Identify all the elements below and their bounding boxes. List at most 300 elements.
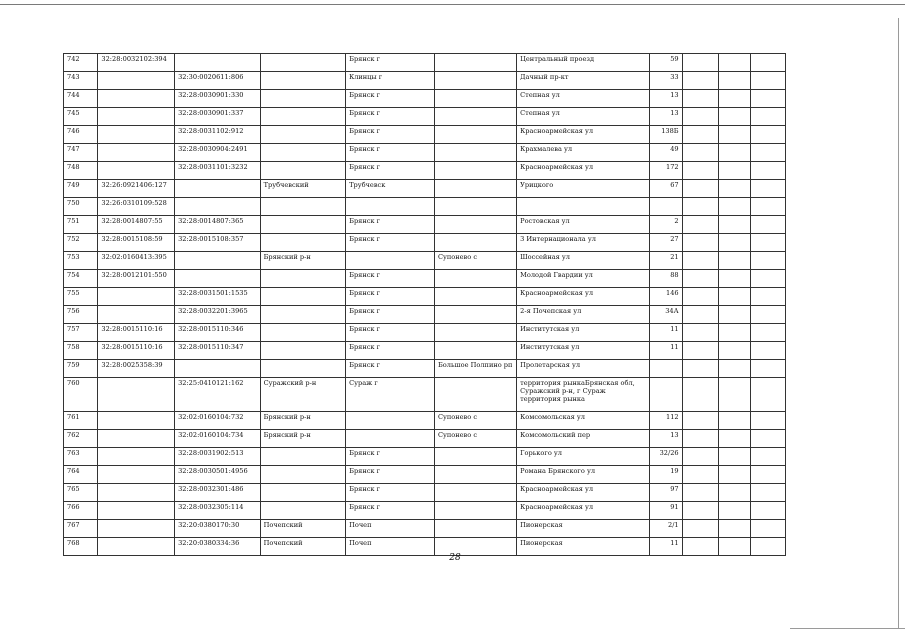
empty-cell [719, 538, 751, 556]
cadastral-number-2-cell: 32:28:0031902:513 [175, 448, 261, 466]
table-row [64, 144, 786, 162]
district-cell [260, 484, 346, 502]
house-number-cell: 97 [650, 484, 682, 502]
house-number-cell: 11 [650, 324, 682, 342]
street-cell: Комсомольская ул [517, 412, 650, 430]
house-number-cell [650, 378, 682, 412]
city-cell: Почеп [346, 520, 435, 538]
district-cell: Почепский [260, 538, 346, 556]
cadastral-number-cell [98, 412, 175, 430]
empty-cell [719, 412, 751, 430]
table-row [64, 412, 786, 430]
scan-right-border [898, 18, 899, 628]
empty-cell [682, 430, 719, 448]
empty-cell [751, 360, 786, 378]
cadastral-number-cell: 32:28:0012101:550 [98, 270, 175, 288]
empty-cell [682, 324, 719, 342]
street-cell: Красноармейская ул [517, 288, 650, 306]
empty-cell [719, 90, 751, 108]
city-cell: Брянск г [346, 448, 435, 466]
city-cell: Клинцы г [346, 72, 435, 90]
row-number-cell: 753 [64, 252, 98, 270]
empty-cell [719, 216, 751, 234]
district-cell [260, 288, 346, 306]
district-cell [260, 216, 346, 234]
settlement-cell [434, 198, 516, 216]
cadastral-number-2-cell: 32:28:0014807:365 [175, 216, 261, 234]
row-number-cell: 768 [64, 538, 98, 556]
settlement-cell [434, 342, 516, 360]
empty-cell [751, 430, 786, 448]
district-cell: Суражский р-н [260, 378, 346, 412]
table-row [64, 234, 786, 252]
empty-cell [719, 520, 751, 538]
house-number-cell [650, 360, 682, 378]
empty-cell [751, 342, 786, 360]
street-cell: Крахмалева ул [517, 144, 650, 162]
empty-cell [751, 466, 786, 484]
empty-cell [682, 54, 719, 72]
cadastral-number-2-cell: 32:28:0030501:4956 [175, 466, 261, 484]
city-cell [346, 252, 435, 270]
city-cell: Брянск г [346, 360, 435, 378]
empty-cell [682, 288, 719, 306]
empty-cell [719, 378, 751, 412]
house-number-cell: 32/26 [650, 448, 682, 466]
settlement-cell: Супонево с [434, 412, 516, 430]
empty-cell [719, 54, 751, 72]
row-number-cell: 755 [64, 288, 98, 306]
cadastral-number-cell: 32:26:0310109:528 [98, 198, 175, 216]
empty-cell [682, 538, 719, 556]
empty-cell [682, 126, 719, 144]
scan-top-border [0, 4, 905, 5]
settlement-cell [434, 180, 516, 198]
settlement-cell [434, 306, 516, 324]
city-cell [346, 430, 435, 448]
house-number-cell: 34А [650, 306, 682, 324]
district-cell: Брянский р-н [260, 412, 346, 430]
table-row [64, 306, 786, 324]
empty-cell [719, 162, 751, 180]
street-cell: Дачный пр-кт [517, 72, 650, 90]
empty-cell [751, 162, 786, 180]
empty-cell [719, 198, 751, 216]
empty-cell [751, 520, 786, 538]
city-cell: Брянск г [346, 126, 435, 144]
district-cell [260, 72, 346, 90]
row-number-cell: 752 [64, 234, 98, 252]
empty-cell [682, 108, 719, 126]
empty-cell [751, 288, 786, 306]
table-row [64, 162, 786, 180]
empty-cell [719, 324, 751, 342]
cadastral-number-2-cell: 32:28:0032305:114 [175, 502, 261, 520]
empty-cell [682, 144, 719, 162]
district-cell [260, 270, 346, 288]
cadastral-number-cell [98, 288, 175, 306]
settlement-cell [434, 108, 516, 126]
house-number-cell: 13 [650, 90, 682, 108]
district-cell [260, 90, 346, 108]
table-row [64, 466, 786, 484]
settlement-cell [434, 288, 516, 306]
table-row [64, 54, 786, 72]
house-number-cell: 21 [650, 252, 682, 270]
empty-cell [682, 520, 719, 538]
empty-cell [719, 466, 751, 484]
cadastral-number-2-cell: 32:28:0031102:912 [175, 126, 261, 144]
house-number-cell: 11 [650, 538, 682, 556]
district-cell: Брянский р-н [260, 430, 346, 448]
city-cell [346, 412, 435, 430]
table-row [64, 198, 786, 216]
empty-cell [682, 162, 719, 180]
house-number-cell [650, 198, 682, 216]
empty-cell [751, 252, 786, 270]
street-cell: Пионерская [517, 538, 650, 556]
settlement-cell [434, 324, 516, 342]
cadastral-number-cell [98, 448, 175, 466]
table-row [64, 180, 786, 198]
street-cell: Пролетарская ул [517, 360, 650, 378]
city-cell: Брянск г [346, 108, 435, 126]
table-row [64, 538, 786, 556]
table-row [64, 252, 786, 270]
city-cell: Брянск г [346, 216, 435, 234]
cadastral-number-2-cell [175, 252, 261, 270]
table-row [64, 90, 786, 108]
street-cell: Романа Брянского ул [517, 466, 650, 484]
empty-cell [682, 378, 719, 412]
cadastral-number-cell: 32:28:0015110:16 [98, 324, 175, 342]
settlement-cell [434, 448, 516, 466]
settlement-cell [434, 520, 516, 538]
street-cell: Степная ул [517, 108, 650, 126]
cadastral-number-2-cell: 32:25:0410121:162 [175, 378, 261, 412]
empty-cell [719, 502, 751, 520]
empty-cell [751, 324, 786, 342]
district-cell [260, 234, 346, 252]
cadastral-number-cell: 32:28:0032102:394 [98, 54, 175, 72]
empty-cell [682, 180, 719, 198]
row-number-cell: 745 [64, 108, 98, 126]
cadastral-number-2-cell: 32:28:0032201:3965 [175, 306, 261, 324]
cadastral-number-2-cell: 32:20:0380334:36 [175, 538, 261, 556]
street-cell: 2-я Почепская ул [517, 306, 650, 324]
row-number-cell: 758 [64, 342, 98, 360]
district-cell [260, 324, 346, 342]
street-cell: Горького ул [517, 448, 650, 466]
cadastral-number-2-cell: 32:28:0031501:1535 [175, 288, 261, 306]
empty-cell [682, 270, 719, 288]
row-number-cell: 751 [64, 216, 98, 234]
settlement-cell [434, 126, 516, 144]
row-number-cell: 764 [64, 466, 98, 484]
cadastral-number-2-cell [175, 270, 261, 288]
empty-cell [682, 72, 719, 90]
row-number-cell: 742 [64, 54, 98, 72]
cadastral-number-2-cell: 32:28:0030901:337 [175, 108, 261, 126]
empty-cell [719, 342, 751, 360]
register-body [64, 54, 786, 556]
city-cell: Брянск г [346, 234, 435, 252]
cadastral-number-cell [98, 162, 175, 180]
settlement-cell [434, 502, 516, 520]
page-number: 28 [449, 553, 461, 563]
cadastral-number-cell [98, 90, 175, 108]
street-cell: Красноармейская ул [517, 126, 650, 144]
empty-cell [682, 252, 719, 270]
empty-cell [719, 180, 751, 198]
cadastral-number-cell [98, 502, 175, 520]
empty-cell [719, 252, 751, 270]
empty-cell [719, 270, 751, 288]
city-cell: Сураж г [346, 378, 435, 412]
settlement-cell [434, 72, 516, 90]
empty-cell [682, 342, 719, 360]
empty-cell [682, 412, 719, 430]
settlement-cell [434, 378, 516, 412]
empty-cell [719, 72, 751, 90]
city-cell: Брянск г [346, 466, 435, 484]
cadastral-number-2-cell: 32:28:0031101:3232 [175, 162, 261, 180]
district-cell: Почепский [260, 520, 346, 538]
street-cell: Институтская ул [517, 342, 650, 360]
city-cell: Почеп [346, 538, 435, 556]
empty-cell [682, 360, 719, 378]
street-cell: Красноармейская ул [517, 162, 650, 180]
city-cell: Брянск г [346, 144, 435, 162]
empty-cell [751, 234, 786, 252]
district-cell [260, 162, 346, 180]
cadastral-number-cell [98, 108, 175, 126]
empty-cell [719, 234, 751, 252]
table-row [64, 502, 786, 520]
house-number-cell: 2/1 [650, 520, 682, 538]
district-cell [260, 108, 346, 126]
table-row [64, 360, 786, 378]
settlement-cell [434, 216, 516, 234]
cadastral-number-cell: 32:28:0015110:16 [98, 342, 175, 360]
table-row [64, 324, 786, 342]
street-cell: Урицкого [517, 180, 650, 198]
cadastral-number-cell: 32:26:0921406:127 [98, 180, 175, 198]
cadastral-number-2-cell: 32:28:0015110:346 [175, 324, 261, 342]
city-cell: Брянск г [346, 90, 435, 108]
district-cell [260, 466, 346, 484]
empty-cell [682, 502, 719, 520]
cadastral-number-cell [98, 520, 175, 538]
street-cell [517, 198, 650, 216]
row-number-cell: 763 [64, 448, 98, 466]
row-number-cell: 762 [64, 430, 98, 448]
house-number-cell: 2 [650, 216, 682, 234]
city-cell: Трубчевск [346, 180, 435, 198]
cadastral-number-cell [98, 538, 175, 556]
cadastral-number-2-cell: 32:02:0160104:734 [175, 430, 261, 448]
row-number-cell: 747 [64, 144, 98, 162]
house-number-cell: 19 [650, 466, 682, 484]
cadastral-number-cell [98, 378, 175, 412]
empty-cell [719, 144, 751, 162]
district-cell [260, 198, 346, 216]
district-cell: Брянский р-н [260, 252, 346, 270]
empty-cell [751, 378, 786, 412]
empty-cell [751, 270, 786, 288]
district-cell [260, 144, 346, 162]
house-number-cell: 112 [650, 412, 682, 430]
row-number-cell: 765 [64, 484, 98, 502]
district-cell [260, 342, 346, 360]
street-cell: Красноармейская ул [517, 484, 650, 502]
empty-cell [751, 54, 786, 72]
cadastral-number-2-cell: 32:02:0160104:732 [175, 412, 261, 430]
street-cell: Ростовская ул [517, 216, 650, 234]
empty-cell [682, 234, 719, 252]
scan-bottom-mark [790, 628, 905, 629]
cadastral-number-cell: 32:02:0160413:395 [98, 252, 175, 270]
cadastral-number-cell [98, 430, 175, 448]
table-row [64, 342, 786, 360]
empty-cell [751, 216, 786, 234]
settlement-cell [434, 54, 516, 72]
district-cell [260, 360, 346, 378]
row-number-cell: 756 [64, 306, 98, 324]
table-row [64, 484, 786, 502]
house-number-cell: 11 [650, 342, 682, 360]
empty-cell [682, 484, 719, 502]
cadastral-number-2-cell [175, 360, 261, 378]
empty-cell [682, 198, 719, 216]
cadastral-number-2-cell: 32:28:0030904:2491 [175, 144, 261, 162]
settlement-cell: Большое Полпино рп [434, 360, 516, 378]
city-cell: Брянск г [346, 162, 435, 180]
city-cell: Брянск г [346, 484, 435, 502]
empty-cell [751, 502, 786, 520]
empty-cell [719, 360, 751, 378]
settlement-cell [434, 466, 516, 484]
street-cell: Степная ул [517, 90, 650, 108]
cadastral-number-2-cell [175, 54, 261, 72]
city-cell: Брянск г [346, 54, 435, 72]
table-row [64, 216, 786, 234]
settlement-cell [434, 234, 516, 252]
district-cell [260, 306, 346, 324]
cadastral-number-cell [98, 484, 175, 502]
empty-cell [751, 72, 786, 90]
house-number-cell: 172 [650, 162, 682, 180]
empty-cell [682, 448, 719, 466]
empty-cell [719, 430, 751, 448]
house-number-cell: 91 [650, 502, 682, 520]
street-cell: Молодой Гвардии ул [517, 270, 650, 288]
district-cell: Трубчевский [260, 180, 346, 198]
empty-cell [682, 90, 719, 108]
empty-cell [682, 216, 719, 234]
row-number-cell: 761 [64, 412, 98, 430]
row-number-cell: 744 [64, 90, 98, 108]
city-cell [346, 198, 435, 216]
district-cell [260, 54, 346, 72]
empty-cell [751, 144, 786, 162]
street-cell: 3 Интернационала ул [517, 234, 650, 252]
cadastral-number-cell: 32:28:0025358:39 [98, 360, 175, 378]
house-number-cell: 33 [650, 72, 682, 90]
row-number-cell: 757 [64, 324, 98, 342]
table-row [64, 270, 786, 288]
empty-cell [719, 484, 751, 502]
cadastral-number-2-cell: 32:28:0015108:357 [175, 234, 261, 252]
empty-cell [751, 108, 786, 126]
empty-cell [751, 90, 786, 108]
district-cell [260, 502, 346, 520]
street-cell: Красноармейская ул [517, 502, 650, 520]
street-cell: Шоссейная ул [517, 252, 650, 270]
city-cell: Брянск г [346, 324, 435, 342]
empty-cell [751, 180, 786, 198]
row-number-cell: 760 [64, 378, 98, 412]
cadastral-number-2-cell: 32:28:0030901:330 [175, 90, 261, 108]
cadastral-number-cell [98, 466, 175, 484]
city-cell: Брянск г [346, 502, 435, 520]
table-row [64, 378, 786, 412]
house-number-cell: 146 [650, 288, 682, 306]
street-cell: Институтская ул [517, 324, 650, 342]
empty-cell [719, 108, 751, 126]
cadastral-number-cell [98, 126, 175, 144]
settlement-cell: Супонево с [434, 430, 516, 448]
house-number-cell: 88 [650, 270, 682, 288]
table-row [64, 448, 786, 466]
district-cell [260, 126, 346, 144]
cadastral-number-2-cell: 32:28:0015110:347 [175, 342, 261, 360]
table-row [64, 126, 786, 144]
house-number-cell: 138Б [650, 126, 682, 144]
street-cell: территория рынкаБрянская обл, Суражский р-н, г Сураж территория рынка [517, 378, 650, 412]
settlement-cell [434, 270, 516, 288]
cadastral-number-2-cell [175, 180, 261, 198]
table-row [64, 520, 786, 538]
district-cell [260, 448, 346, 466]
empty-cell [751, 126, 786, 144]
row-number-cell: 748 [64, 162, 98, 180]
cadastral-number-2-cell [175, 198, 261, 216]
house-number-cell: 13 [650, 430, 682, 448]
cadastral-number-cell [98, 144, 175, 162]
cadastral-number-cell [98, 306, 175, 324]
empty-cell [751, 448, 786, 466]
empty-cell [751, 306, 786, 324]
row-number-cell: 743 [64, 72, 98, 90]
empty-cell [682, 306, 719, 324]
house-number-cell: 49 [650, 144, 682, 162]
table-row [64, 108, 786, 126]
cadastral-number-2-cell: 32:30:0020611:806 [175, 72, 261, 90]
city-cell: Брянск г [346, 342, 435, 360]
cadastral-number-2-cell: 32:28:0032301:486 [175, 484, 261, 502]
empty-cell [751, 198, 786, 216]
empty-cell [751, 412, 786, 430]
row-number-cell: 750 [64, 198, 98, 216]
settlement-cell [434, 144, 516, 162]
settlement-cell: Супонево с [434, 252, 516, 270]
house-number-cell: 27 [650, 234, 682, 252]
settlement-cell [434, 162, 516, 180]
city-cell: Брянск г [346, 288, 435, 306]
cadastral-number-cell: 32:28:0014807:55 [98, 216, 175, 234]
cadastral-number-cell: 32:28:0015108:59 [98, 234, 175, 252]
